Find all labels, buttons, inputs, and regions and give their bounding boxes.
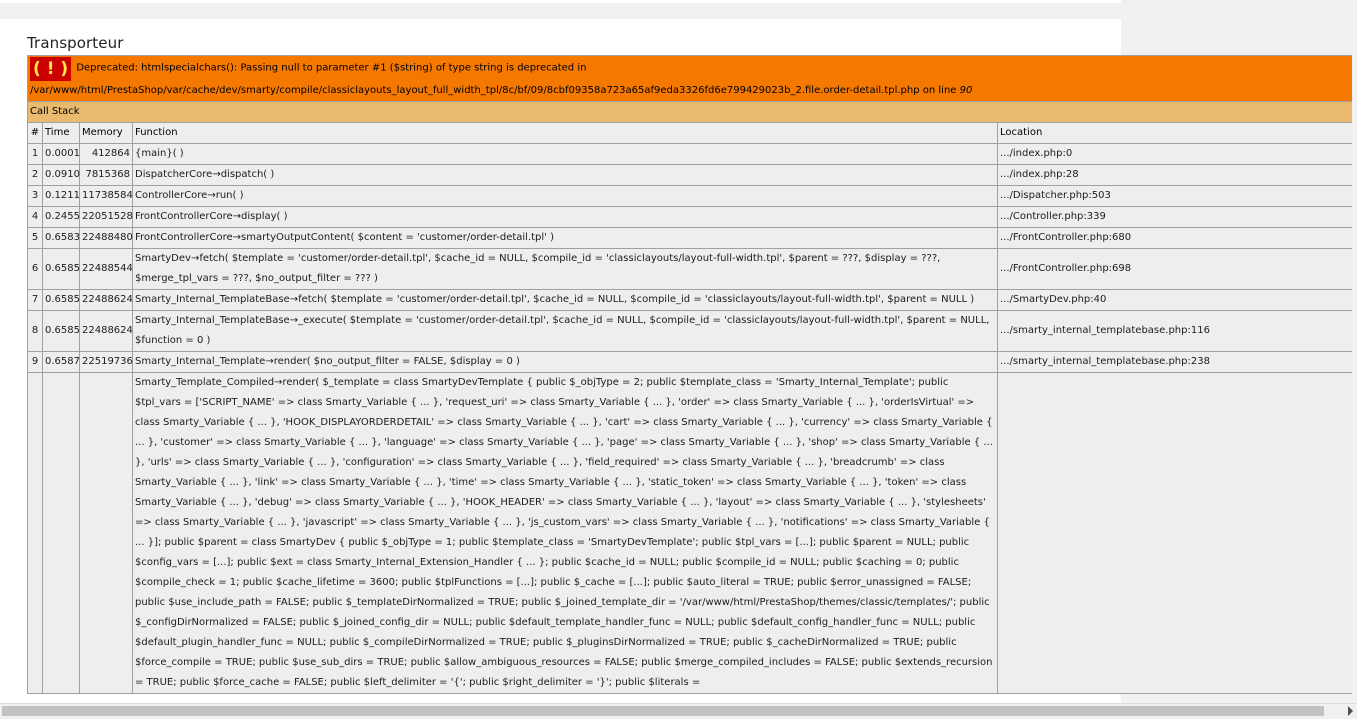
row-location: .../FrontController.php:680: [998, 228, 1353, 249]
row-location: [998, 373, 1353, 694]
row-location: .../Dispatcher.php:503: [998, 186, 1353, 207]
row-location: .../SmartyDev.php:40: [998, 290, 1353, 311]
row-time: 0.6587: [43, 352, 80, 373]
table-row: [28, 144, 1353, 165]
row-function: Smarty_Internal_Template→render( $no_output_filter = FALSE, $display = 0 ): [133, 352, 998, 373]
table-row: [28, 352, 1353, 373]
row-number: 8: [28, 311, 43, 352]
row-time: 0.6585: [43, 249, 80, 290]
row-function: Smarty_Template_Compiled→render( $_template = class SmartyDevTemplate { public $_objType = 2; public $template_class = 'Smarty_Internal_Template'; public $tpl_vars = ['SCRIPT_NAME' => class Smarty_Variable { ... }, 'request_uri' => class Smarty_Variable { ... }, 'order' => class Smarty_Variable { ... }, 'orderIsVirtual' => class Smarty_Variable { ... }, 'HOOK_DISPLAYORDERDETAIL' => class Smarty_Variable { ... }, 'cart' => class Smarty_Variable { ... }, 'currency' => class Smarty_Variable { ... }, 'customer' => class Smarty_Variable { ... }, 'language' => class Smarty_Variable { ... }, 'page' => class Smarty_Variable { ... }, 'shop' => class Smarty_Variable { ... }, 'urls' => class Smarty_Variable { ... }, 'configuration' => class Smarty_Variable { ... }, 'field_required' => class Smarty_Variable { ... }, 'breadcrumb' => class Smarty_Variable { ... }, 'link' => class Smarty_Variable { ... }, 'time' => class Smarty_Variable { ... }, 'static_token' => class Smarty_Variable { ... }, 'token' => class Smarty_Variable { ... }, 'debug' => class Smarty_Variable { ... }, 'HOOK_HEADER' => class Smarty_Variable { ... }, 'layout' => class Smarty_Variable { ... }, 'stylesheets' => class Smarty_Variable { ... }, 'javascript' => class Smarty_Variable { ... }, 'js_custom_vars' => class Smarty_Variable { ... }, 'notifications' => class Smarty_Variable { ... }]; public $parent = class SmartyDev { public $_objType = 1; public $template_class = 'SmartyDevTemplate'; public $tpl_vars = [...]; public $parent = NULL; public $config_vars = [...]; public $ext = class Smarty_Internal_Extension_Handler { ... }; public $cache_id = NULL; public $compile_id = NULL; public $caching = 0; public $compile_check = 1; public $cache_lifetime = 3600; public $tplFunctions = [...]; public $_cache = [...]; public $auto_literal = TRUE; public $error_unassigned = FALSE; public $use_include_path = FALSE; public $_templateDirNormalized = TRUE; public $_joined_template_dir = '/var/www/html/PrestaShop/themes/classic/templates/'; public $_configDirNormalized = FALSE; public $_joined_config_dir = NULL; public $default_template_handler_func = NULL; public $default_config_handler_func = NULL; public $default_plugin_handler_func = NULL; public $_compileDirNormalized = TRUE; public $_pluginsDirNormalized = TRUE; public $_cacheDirNormalized = TRUE; public $force_compile = TRUE; public $use_sub_dirs = TRUE; public $allow_ambiguous_resources = FALSE; public $merge_compiled_includes = FALSE; public $extends_recursion = TRUE; public $force_cache = FALSE; public $left_delimiter = '{'; public $right_delimiter = '}'; public $literals =: [133, 373, 998, 694]
row-number: 4: [28, 207, 43, 228]
xdebug-error-table: [27, 55, 1352, 694]
callstack-header-row: [28, 102, 1353, 123]
table-row: [28, 165, 1353, 186]
table-row: [28, 311, 1353, 352]
row-number: 2: [28, 165, 43, 186]
row-time: 0.2455: [43, 207, 80, 228]
row-function: Smarty_Internal_TemplateBase→_execute( $template = 'customer/order-detail.tpl', $cache_id = NULL, $compile_id = 'classiclayouts/layout-full-width.tpl', $parent = NULL, $function = 0 ): [133, 311, 998, 352]
row-memory: [80, 373, 133, 694]
row-time: 0.0910: [43, 165, 80, 186]
column-header-memory: Memory: [80, 123, 133, 144]
row-number: [28, 373, 43, 694]
row-number: 1: [28, 144, 43, 165]
table-row: [28, 207, 1353, 228]
row-memory: 22519736: [80, 352, 133, 373]
row-number: 3: [28, 186, 43, 207]
row-function: SmartyDev→fetch( $template = 'customer/order-detail.tpl', $cache_id = NULL, $compile_id = 'classiclayouts/layout-full-width.tpl', $parent = ???, $display = ???, $merge_tpl_vars = ???, $no_output_filter = ??? ): [133, 249, 998, 290]
row-function: {main}( ): [133, 144, 998, 165]
row-time: 0.6585: [43, 290, 80, 311]
row-time: 0.6583: [43, 228, 80, 249]
previous-card-edge: [0, 0, 1121, 3]
horizontal-scrollbar[interactable]: [0, 703, 1357, 719]
row-location: .../index.php:0: [998, 144, 1353, 165]
table-row: [28, 373, 1353, 694]
scroll-right-arrow-icon[interactable]: [1348, 706, 1353, 716]
row-location: .../Controller.php:339: [998, 207, 1353, 228]
row-time: 0.1211: [43, 186, 80, 207]
column-header-function: Function: [133, 123, 998, 144]
row-location: .../index.php:28: [998, 165, 1353, 186]
table-row: [28, 186, 1353, 207]
error-message-cell: [28, 56, 1353, 102]
row-function: FrontControllerCore→smartyOutputContent( $content = 'customer/order-detail.tpl' ): [133, 228, 998, 249]
table-row: [28, 228, 1353, 249]
xdebug-error-panel: [27, 55, 1352, 707]
row-memory: 22488544: [80, 249, 133, 290]
row-function: FrontControllerCore→display( ): [133, 207, 998, 228]
row-location: .../smarty_internal_templatebase.php:116: [998, 311, 1353, 352]
scrollbar-thumb[interactable]: [2, 706, 1324, 716]
callstack-rows: [28, 144, 1353, 694]
row-time: [43, 373, 80, 694]
error-line-number: 90: [959, 85, 973, 96]
row-number: 5: [28, 228, 43, 249]
row-memory: 22488480: [80, 228, 133, 249]
row-function: Smarty_Internal_TemplateBase→fetch( $template = 'customer/order-detail.tpl', $cache_id = NULL, $compile_id = 'classiclayouts/layout-full-width.tpl', $parent = NULL ): [133, 290, 998, 311]
row-memory: 11738584: [80, 186, 133, 207]
row-memory: 7815368: [80, 165, 133, 186]
column-header-num: #: [28, 123, 43, 144]
row-number: 9: [28, 352, 43, 373]
error-message-row: [28, 56, 1353, 102]
column-header-time: Time: [43, 123, 80, 144]
callstack-title: Call Stack: [28, 102, 1353, 123]
row-number: 6: [28, 249, 43, 290]
table-row: [28, 249, 1353, 290]
table-row: [28, 290, 1353, 311]
callstack-column-headers: [28, 123, 1353, 144]
error-message: Deprecated: htmlspecialchars(): Passing null to parameter #1 ($string) of type string is deprecated in: [76, 62, 587, 74]
row-memory: 22051528: [80, 207, 133, 228]
row-location: .../smarty_internal_templatebase.php:238: [998, 352, 1353, 373]
row-function: ControllerCore→run( ): [133, 186, 998, 207]
error-file-path: /var/www/html/PrestaShop/var/cache/dev/smarty/compile/classiclayouts_layout_full_width_tpl/8c/bf/09/8cbf09358a723a65af9eda3326fd6e799429023b_2.file.order-detail.tpl.php on line: [30, 85, 957, 96]
column-header-location: Location: [998, 123, 1353, 144]
row-time: 0.6585: [43, 311, 80, 352]
row-memory: 22488624: [80, 311, 133, 352]
row-location: .../FrontController.php:698: [998, 249, 1353, 290]
row-memory: 22488624: [80, 290, 133, 311]
row-time: 0.0001: [43, 144, 80, 165]
row-memory: 412864: [80, 144, 133, 165]
row-number: 7: [28, 290, 43, 311]
warning-icon: ( ! ): [30, 57, 71, 81]
row-function: DispatcherCore→dispatch( ): [133, 165, 998, 186]
section-title: Transporteur: [27, 34, 124, 52]
